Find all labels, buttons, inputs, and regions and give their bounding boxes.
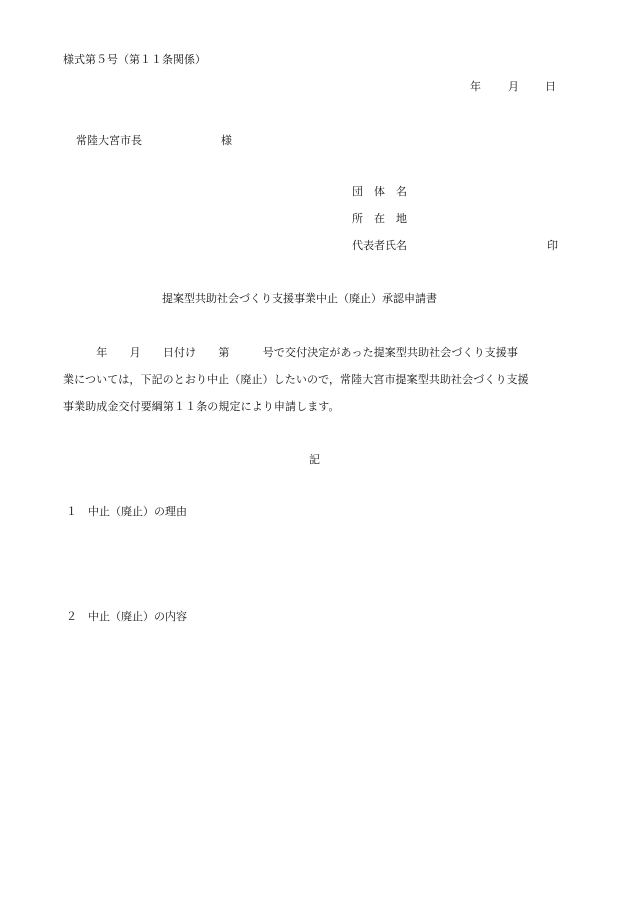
- record-heading: 記: [309, 453, 320, 466]
- addressee-honorific: 様: [221, 134, 232, 147]
- body-line-3: 事業助成金交付要綱第１１条の規定により申請します。: [63, 400, 340, 413]
- item-content: ２ 中止（廃止）の内容: [66, 610, 187, 623]
- document-title: 提案型共助社会づくり支援事業中止（廃止）承認申請書: [162, 292, 437, 305]
- date-month: 月: [508, 80, 519, 93]
- address-label: 所 在 地: [352, 212, 407, 225]
- item-reason: １ 中止（廃止）の理由: [66, 505, 187, 518]
- addressee-name: 常陸大宮市長: [76, 134, 142, 147]
- representative-label: 代表者氏名: [352, 239, 407, 252]
- body-line-1: 年 月 日付け 第 号で交付決定があった提案型共助社会づくり支援事: [63, 346, 518, 359]
- seal-mark: 印: [547, 239, 558, 252]
- group-name-label: 団 体 名: [352, 185, 407, 198]
- date-day: 日: [545, 80, 556, 93]
- date-year: 年: [470, 80, 481, 93]
- body-line-2: 業については，下記のとおり中止（廃止）したいので，常陸大宮市提案型共助社会づくり支援: [63, 373, 529, 386]
- form-number: 様式第５号（第１１条関係）: [63, 53, 206, 66]
